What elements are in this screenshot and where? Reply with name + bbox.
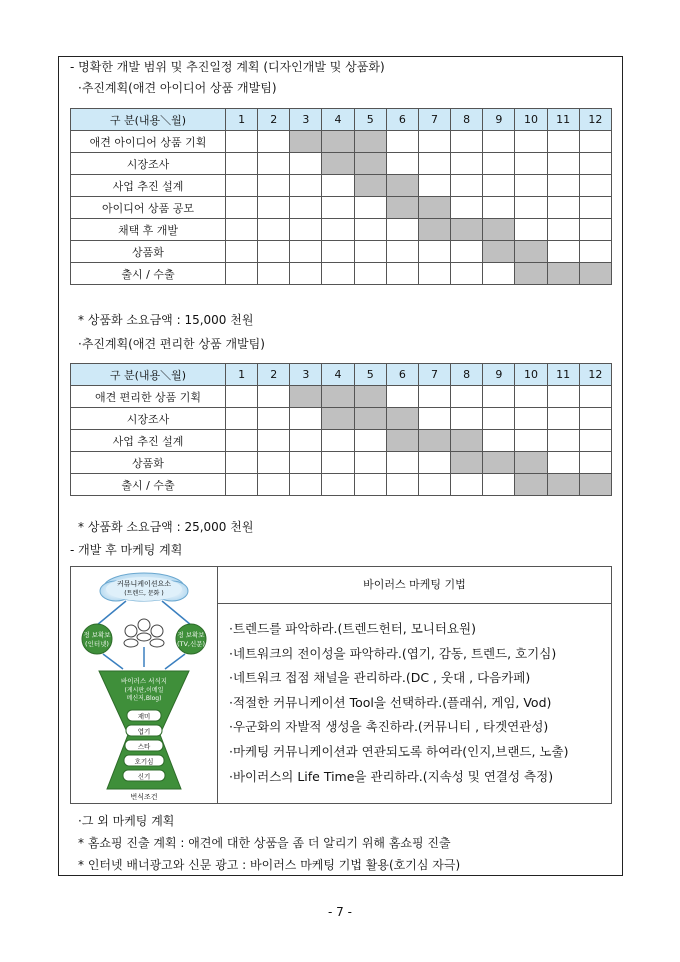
plan2-cell xyxy=(226,430,258,452)
plan2-cell-active xyxy=(386,408,418,430)
plan1-row-label: 아이디어 상품 공모 xyxy=(71,197,226,219)
plan1-cell xyxy=(547,153,579,175)
plan2-cell xyxy=(386,452,418,474)
plan1-cell xyxy=(386,153,418,175)
left-circle-label: 정 보확보 xyxy=(83,631,111,639)
plan2-cell xyxy=(579,452,611,474)
plan1-month-8: 8 xyxy=(451,109,483,131)
arrow-down-left xyxy=(103,654,123,669)
plan2-cell xyxy=(418,452,450,474)
plan1-cell xyxy=(451,131,483,153)
plan1-row-label: 출시 / 수출 xyxy=(71,263,226,285)
plan1-cell xyxy=(290,241,322,263)
plan2-cell-active xyxy=(386,430,418,452)
plan2-cell xyxy=(258,474,290,496)
plan2-cost: * 상품화 소요금액 : 25,000 천원 xyxy=(78,520,254,534)
plan1-row-label: 시장조사 xyxy=(71,153,226,175)
plan1-cell-active xyxy=(354,131,386,153)
plan1-cell xyxy=(226,241,258,263)
plan2-cell xyxy=(226,386,258,408)
plan1-cell xyxy=(226,197,258,219)
plan2-cell xyxy=(418,386,450,408)
plan1-cost: * 상품화 소요금액 : 15,000 천원 xyxy=(78,313,254,327)
plan2-cell xyxy=(258,430,290,452)
plan2-row-label: 시장조사 xyxy=(71,408,226,430)
plan2-row xyxy=(71,430,612,452)
plan1-month-4: 4 xyxy=(322,109,354,131)
plan1-cell xyxy=(515,175,547,197)
plan1-cell xyxy=(290,153,322,175)
plan2-month-6: 6 xyxy=(386,364,418,386)
marketing-tip: ·마케팅 커뮤니케이션과 연관되도록 하여라(인지,브랜드, 노출) xyxy=(229,743,569,759)
plan2-cell xyxy=(483,408,515,430)
plan1-cell xyxy=(451,153,483,175)
plan2-row-label: 사업 추진 설계 xyxy=(71,430,226,452)
plan1-header-row xyxy=(71,109,612,131)
funnel-layer-label: 엽기 xyxy=(137,727,151,736)
plan2-month-4: 4 xyxy=(322,364,354,386)
plan1-cell xyxy=(579,131,611,153)
plan2-cell xyxy=(451,408,483,430)
plan2-cell-active xyxy=(451,430,483,452)
plan1-cell xyxy=(386,241,418,263)
plan1-cell xyxy=(483,131,515,153)
plan1-cell-active xyxy=(386,175,418,197)
right-circle-sublabel: (TV,신문) xyxy=(176,640,206,648)
plan2-title: ·추진계획(애견 편리한 상품 개발팀) xyxy=(78,337,265,351)
plan2-cell-active xyxy=(579,474,611,496)
marketing-tip: ·네트워크의 전이성을 파악하라.(엽기, 감동, 트렌드, 호기심) xyxy=(229,645,557,661)
info-circle-left xyxy=(82,624,112,654)
plan1-row-label: 애견 아이디어 상품 기획 xyxy=(71,131,226,153)
plan2-cell-active xyxy=(483,452,515,474)
plan1-cell xyxy=(579,175,611,197)
plan1-row xyxy=(71,219,612,241)
funnel-layer-label: 호기심 xyxy=(134,757,154,766)
other-item-homeshopping: * 홈쇼핑 진출 계획 : 애견에 대한 상품을 좀 더 알리기 위해 홈쇼핑 진출 xyxy=(78,836,451,850)
plan1-cell xyxy=(226,219,258,241)
plan1-cell xyxy=(386,219,418,241)
plan1-cell xyxy=(515,131,547,153)
plan2-cell xyxy=(354,430,386,452)
cloud-label: 커뮤니케이션요소 xyxy=(116,580,172,588)
plan2-row xyxy=(71,474,612,496)
plan1-row xyxy=(71,131,612,153)
marketing-tip: ·적절한 커뮤니케이션 Tool을 선택하라.(플래쉬, 게임, Vod) xyxy=(229,694,552,710)
plan2-cell xyxy=(386,386,418,408)
plan1-cell xyxy=(290,175,322,197)
plan1-cell xyxy=(290,197,322,219)
plan2-month-7: 7 xyxy=(418,364,450,386)
plan1-cell-active xyxy=(483,219,515,241)
plan2-cell xyxy=(547,452,579,474)
schedule-table-1 xyxy=(70,108,612,285)
plan1-cell xyxy=(579,219,611,241)
plan1-row-label: 채택 후 개발 xyxy=(71,219,226,241)
marketing-tip: ·네트워크 접점 채널을 관리하라.(DC , 웃대 , 다음카페) xyxy=(229,670,531,686)
plan2-cell xyxy=(451,474,483,496)
plan1-cell xyxy=(322,197,354,219)
plan1-cell xyxy=(258,175,290,197)
plan1-cell xyxy=(418,241,450,263)
plan1-cell xyxy=(483,175,515,197)
plan1-cell xyxy=(322,175,354,197)
plan2-cell xyxy=(547,430,579,452)
plan1-cell xyxy=(515,219,547,241)
plan2-cell xyxy=(226,408,258,430)
plan1-cell xyxy=(451,197,483,219)
plan2-cell xyxy=(579,430,611,452)
plan1-cell xyxy=(354,241,386,263)
plan1-cell xyxy=(258,153,290,175)
plan1-cell xyxy=(322,263,354,285)
funnel-layer-label: 재미 xyxy=(137,712,151,721)
plan1-row xyxy=(71,197,612,219)
plan2-cell xyxy=(579,408,611,430)
plan2-cell xyxy=(547,386,579,408)
info-circle-right xyxy=(176,624,206,654)
plan1-cell xyxy=(547,197,579,219)
plan2-header-label: 구 분(내용＼월) xyxy=(71,364,226,386)
plan1-month-6: 6 xyxy=(386,109,418,131)
plan2-cell xyxy=(226,452,258,474)
plan2-row xyxy=(71,452,612,474)
plan2-cell xyxy=(515,430,547,452)
plan2-month-10: 10 xyxy=(515,364,547,386)
section-heading-plan: - 명확한 개발 범위 및 추진일정 계획 (디자인개발 및 상품화) xyxy=(70,60,385,74)
plan1-cell xyxy=(290,219,322,241)
plan2-cell-active xyxy=(515,452,547,474)
plan1-cell xyxy=(547,219,579,241)
page-number: - 7 - xyxy=(328,905,352,919)
plan1-cell xyxy=(386,131,418,153)
schedule-table-2 xyxy=(70,363,612,496)
plan1-cell xyxy=(258,131,290,153)
plan2-cell xyxy=(418,408,450,430)
plan1-row-label: 사업 추진 설계 xyxy=(71,175,226,197)
arrow-down-right xyxy=(165,654,185,669)
arrow-left xyxy=(97,601,126,625)
plan1-row xyxy=(71,175,612,197)
plan2-month-1: 1 xyxy=(226,364,258,386)
plan1-cell xyxy=(354,263,386,285)
plan1-cell xyxy=(451,263,483,285)
plan2-cell-active xyxy=(322,408,354,430)
viral-marketing-diagram xyxy=(71,567,218,803)
plan1-cell-active xyxy=(418,219,450,241)
plan2-cell-active xyxy=(354,408,386,430)
plan2-cell xyxy=(258,386,290,408)
plan1-title: ·추진계획(애견 아이디어 상품 개발팀) xyxy=(78,81,277,95)
plan1-month-2: 2 xyxy=(258,109,290,131)
plan2-month-12: 12 xyxy=(579,364,611,386)
plan1-cell xyxy=(258,241,290,263)
plan2-cell xyxy=(226,474,258,496)
plan1-cell-active xyxy=(451,219,483,241)
plan2-month-5: 5 xyxy=(354,364,386,386)
plan1-cell-active xyxy=(579,263,611,285)
plan2-cell-active xyxy=(451,452,483,474)
plan2-cell xyxy=(483,386,515,408)
plan1-cell xyxy=(226,263,258,285)
plan2-cell xyxy=(290,408,322,430)
funnel-layer-label: 신기 xyxy=(137,772,151,781)
plan1-cell-active xyxy=(515,263,547,285)
plan1-cell xyxy=(354,219,386,241)
marketing-header: 바이러스 마케팅 기법 xyxy=(218,567,611,604)
plan2-month-9: 9 xyxy=(483,364,515,386)
plan1-cell-active xyxy=(354,175,386,197)
plan1-cell-active xyxy=(547,263,579,285)
plan1-cell xyxy=(418,263,450,285)
funnel-sublabel-1: (게시판,이메일 xyxy=(124,687,164,694)
plan1-cell xyxy=(418,131,450,153)
plan2-cell xyxy=(258,452,290,474)
plan1-cell xyxy=(354,197,386,219)
other-marketing-title: ·그 외 마케팅 계획 xyxy=(78,814,175,828)
plan2-row-label: 애견 편리한 상품 기획 xyxy=(71,386,226,408)
plan1-month-11: 11 xyxy=(547,109,579,131)
other-item-advertising: * 인터넷 배너광고와 신문 광고 : 바이러스 마케팅 기법 활용(호기심 자극) xyxy=(78,858,461,872)
plan2-cell-active xyxy=(547,474,579,496)
plan2-cell-active xyxy=(418,430,450,452)
plan2-cell xyxy=(418,474,450,496)
plan2-row-label: 출시 / 수출 xyxy=(71,474,226,496)
plan2-cell xyxy=(322,430,354,452)
plan1-cell-active xyxy=(322,153,354,175)
plan2-month-11: 11 xyxy=(547,364,579,386)
plan1-cell xyxy=(547,131,579,153)
plan2-row xyxy=(71,386,612,408)
plan1-cell-active xyxy=(322,131,354,153)
plan2-cell xyxy=(579,386,611,408)
plan2-cell xyxy=(515,386,547,408)
plan2-header-row xyxy=(71,364,612,386)
marketing-tip: ·바이러스의 Life Time을 관리하라.(지속성 및 연결성 측정) xyxy=(229,768,554,784)
breeding-conditions-label: 번식조건 xyxy=(130,793,158,801)
plan1-cell xyxy=(483,197,515,219)
plan2-cell xyxy=(290,430,322,452)
plan2-cell-active xyxy=(290,386,322,408)
marketing-box xyxy=(70,566,612,804)
plan1-cell xyxy=(418,175,450,197)
plan1-cell xyxy=(386,263,418,285)
plan2-cell xyxy=(483,474,515,496)
plan1-month-5: 5 xyxy=(354,109,386,131)
people-icon xyxy=(124,619,164,647)
left-circle-sublabel: (인터넷) xyxy=(85,640,109,648)
plan1-cell xyxy=(451,241,483,263)
plan1-cell xyxy=(515,197,547,219)
plan1-month-7: 7 xyxy=(418,109,450,131)
plan1-cell xyxy=(290,263,322,285)
plan1-cell xyxy=(579,153,611,175)
plan2-row-label: 상품화 xyxy=(71,452,226,474)
plan1-cell xyxy=(547,241,579,263)
plan1-month-1: 1 xyxy=(226,109,258,131)
plan1-cell-active xyxy=(418,197,450,219)
right-circle-label: 정 보확보 xyxy=(177,631,205,639)
plan1-cell xyxy=(258,197,290,219)
plan1-cell-active xyxy=(515,241,547,263)
plan1-month-12: 12 xyxy=(579,109,611,131)
plan1-cell-active xyxy=(386,197,418,219)
plan1-cell xyxy=(483,153,515,175)
plan2-cell-active xyxy=(354,386,386,408)
plan2-cell xyxy=(322,452,354,474)
plan1-month-10: 10 xyxy=(515,109,547,131)
plan1-cell xyxy=(547,175,579,197)
plan2-cell-active xyxy=(322,386,354,408)
plan1-row xyxy=(71,153,612,175)
marketing-tip: ·트렌드를 파악하라.(트렌드헌터, 모니터요원) xyxy=(229,621,476,636)
plan1-cell xyxy=(451,175,483,197)
plan2-cell xyxy=(547,408,579,430)
plan2-cell xyxy=(354,452,386,474)
plan1-cell xyxy=(258,263,290,285)
plan1-header-label: 구 분(내용＼월) xyxy=(71,109,226,131)
marketing-tip: ·우군화의 자발적 생성을 촉진하라.(커뮤니티 , 타겟연관성) xyxy=(229,719,549,735)
plan1-cell xyxy=(226,153,258,175)
plan2-cell-active xyxy=(515,474,547,496)
plan1-cell xyxy=(418,153,450,175)
plan1-cell xyxy=(226,131,258,153)
plan1-row xyxy=(71,263,612,285)
plan1-cell xyxy=(322,219,354,241)
plan1-cell xyxy=(226,175,258,197)
plan1-cell xyxy=(483,263,515,285)
plan1-cell-active xyxy=(354,153,386,175)
funnel-layer-label: 스타 xyxy=(137,742,151,751)
funnel-sublabel-2: 메신저,Blog) xyxy=(126,695,162,702)
plan1-cell-active xyxy=(483,241,515,263)
plan1-row-label: 상품화 xyxy=(71,241,226,263)
plan2-cell xyxy=(354,474,386,496)
plan2-cell xyxy=(451,386,483,408)
plan1-row xyxy=(71,241,612,263)
plan1-cell xyxy=(579,197,611,219)
plan1-cell-active xyxy=(290,131,322,153)
plan2-cell xyxy=(483,430,515,452)
plan2-cell xyxy=(258,408,290,430)
plan2-cell xyxy=(290,452,322,474)
plan1-month-9: 9 xyxy=(483,109,515,131)
section-heading-marketing: - 개발 후 마케팅 계획 xyxy=(70,543,183,557)
plan2-cell xyxy=(290,474,322,496)
plan2-row xyxy=(71,408,612,430)
plan1-month-3: 3 xyxy=(290,109,322,131)
plan1-cell xyxy=(515,153,547,175)
plan1-cell xyxy=(322,241,354,263)
marketing-tips xyxy=(229,617,568,789)
plan2-month-2: 2 xyxy=(258,364,290,386)
plan2-cell xyxy=(322,474,354,496)
plan2-month-8: 8 xyxy=(451,364,483,386)
plan2-cell xyxy=(386,474,418,496)
arrow-right xyxy=(162,601,191,625)
plan2-cell xyxy=(515,408,547,430)
plan1-cell xyxy=(579,241,611,263)
plan1-cell xyxy=(258,219,290,241)
funnel-title: 바이러스 서식지 xyxy=(120,677,168,685)
plan2-month-3: 3 xyxy=(290,364,322,386)
cloud-sublabel: (트렌드, 문화 ) xyxy=(124,590,164,597)
